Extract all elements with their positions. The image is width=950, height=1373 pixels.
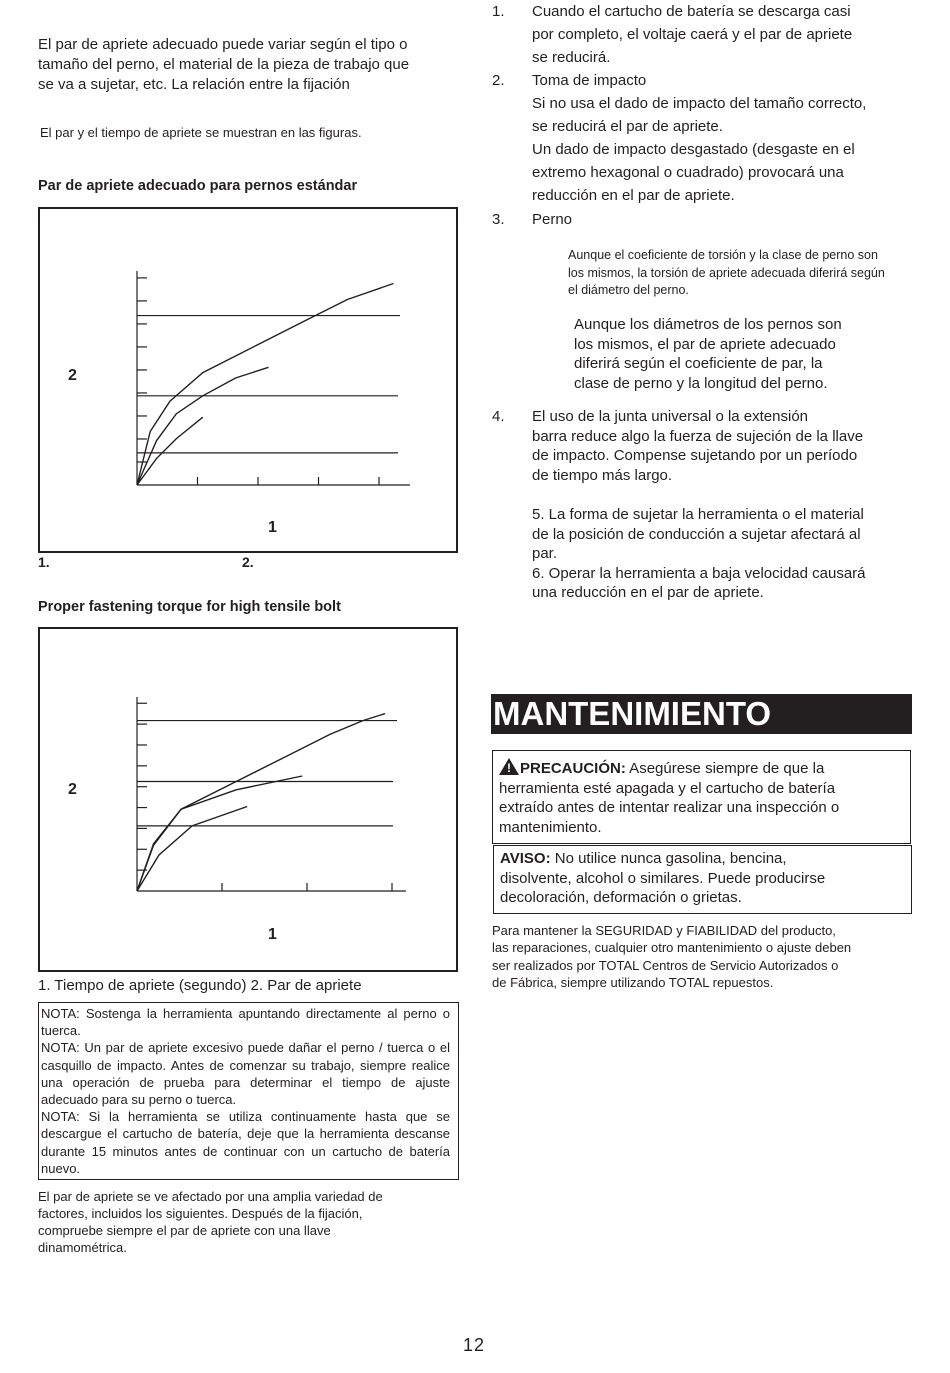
- chart2-title: Proper fastening torque for high tensile bolt: [38, 599, 341, 615]
- perno-small-note: Aunque el coeficiente de torsión y la clase de perno son los mismos, la torsión de apriete adecuada diferirá según el diámetro del perno.: [568, 248, 885, 297]
- notice-label: AVISO:: [500, 850, 551, 867]
- caution-label: PRECAUCIÓN:: [520, 760, 626, 777]
- chart2-plot: [40, 629, 456, 970]
- perno-paragraph: Aunque los diámetros de los pernos son los mismos, el par de apriete adecuado diferirá según el coeficiente de par, la clase de perno y la longitud del perno.: [574, 316, 842, 392]
- caution-box: ! PRECAUCIÓN: Asegúrese siempre de que la herramienta esté apagada y el cartucho de batería extraído antes de intentar realizar una inspección o mantenimiento.: [492, 750, 911, 844]
- intro-paragraph: El par de apriete adecuado puede variar según el tipo o tamaño del perno, el material de la pieza de trabajo que se va a sujetar, etc. La relación entre la fijación: [38, 36, 410, 93]
- chart1-title: Par de apriete adecuado para pernos estándar: [38, 178, 358, 194]
- warning-triangle-icon: !: [499, 758, 519, 775]
- series-line-1: [137, 714, 385, 891]
- note-3: NOTA: Si la herramienta se utiliza continuamente hasta que se descargue el cartucho de batería, deje que la herramienta descanse durante 15 minutos antes de continuar con un cartucho de batería nuevo.: [41, 1109, 450, 1176]
- chart1-ylabel: 2: [68, 367, 77, 384]
- chart2: [38, 627, 458, 972]
- notice-box: AVISO: No utilice nunca gasolina, bencina, disolvente, alcohol o similares. Puede producirse decoloración, deformación o grietas.: [493, 845, 912, 914]
- chart1-legend-1: 1.: [38, 554, 50, 570]
- figures-note: El par y el tiempo de apriete se muestran en las figuras.: [40, 125, 362, 140]
- series-line-3: [137, 807, 247, 892]
- series-line-2: [137, 776, 302, 891]
- list-item-5-6: 5. La forma de sujetar la herramienta o el material de la posición de conducción a sujetar afectará al par. 6. Operar la herramienta a baja velocidad causará una reducción en el par de apriete.: [532, 506, 866, 602]
- chart1-plot: [40, 209, 456, 551]
- maintenance-heading: MANTENIMIENTO: [491, 694, 912, 734]
- notes-box: [38, 1002, 459, 1180]
- note-1: NOTA: Sostenga la herramienta apuntando directamente al perno o tuerca.: [41, 1006, 450, 1039]
- series-line-2: [137, 367, 269, 485]
- service-paragraph: Para mantener la SEGURIDAD y FIABILIDAD del producto, las reparaciones, cualquier otro mantenimiento o ajuste deben ser realizados por TOTAL Centros de Servicio Autorizados o de Fábrica, siempre utilizando TOTAL repuestos.: [492, 923, 852, 990]
- series-line-3: [137, 417, 203, 485]
- chart1-legend-2: 2.: [242, 554, 254, 570]
- chart2-legend: 1. Tiempo de apriete (segundo) 2. Par de apriete: [38, 977, 362, 994]
- chart2-ylabel: 2: [68, 781, 77, 798]
- chart2-xlabel: 1: [268, 926, 277, 943]
- note-2: NOTA: Un par de apriete excesivo puede dañar el perno / tuerca o el casquillo de impacto. Antes de comenzar su trabajo, siempre realice una operación de prueba para determinar el tiempo de ajuste adecuado para su perno o tuerca.: [41, 1040, 450, 1108]
- page-number: 12: [463, 1335, 486, 1355]
- chart1: [38, 207, 458, 553]
- outro-paragraph: El par de apriete se ve afectado por una amplia variedad de factores, incluidos los siguientes. Después de la fijación, compruebe siempre el par de apriete con una llave dinamométrica.: [38, 1189, 383, 1255]
- chart1-xlabel: 1: [268, 519, 277, 536]
- series-line-1: [137, 284, 393, 486]
